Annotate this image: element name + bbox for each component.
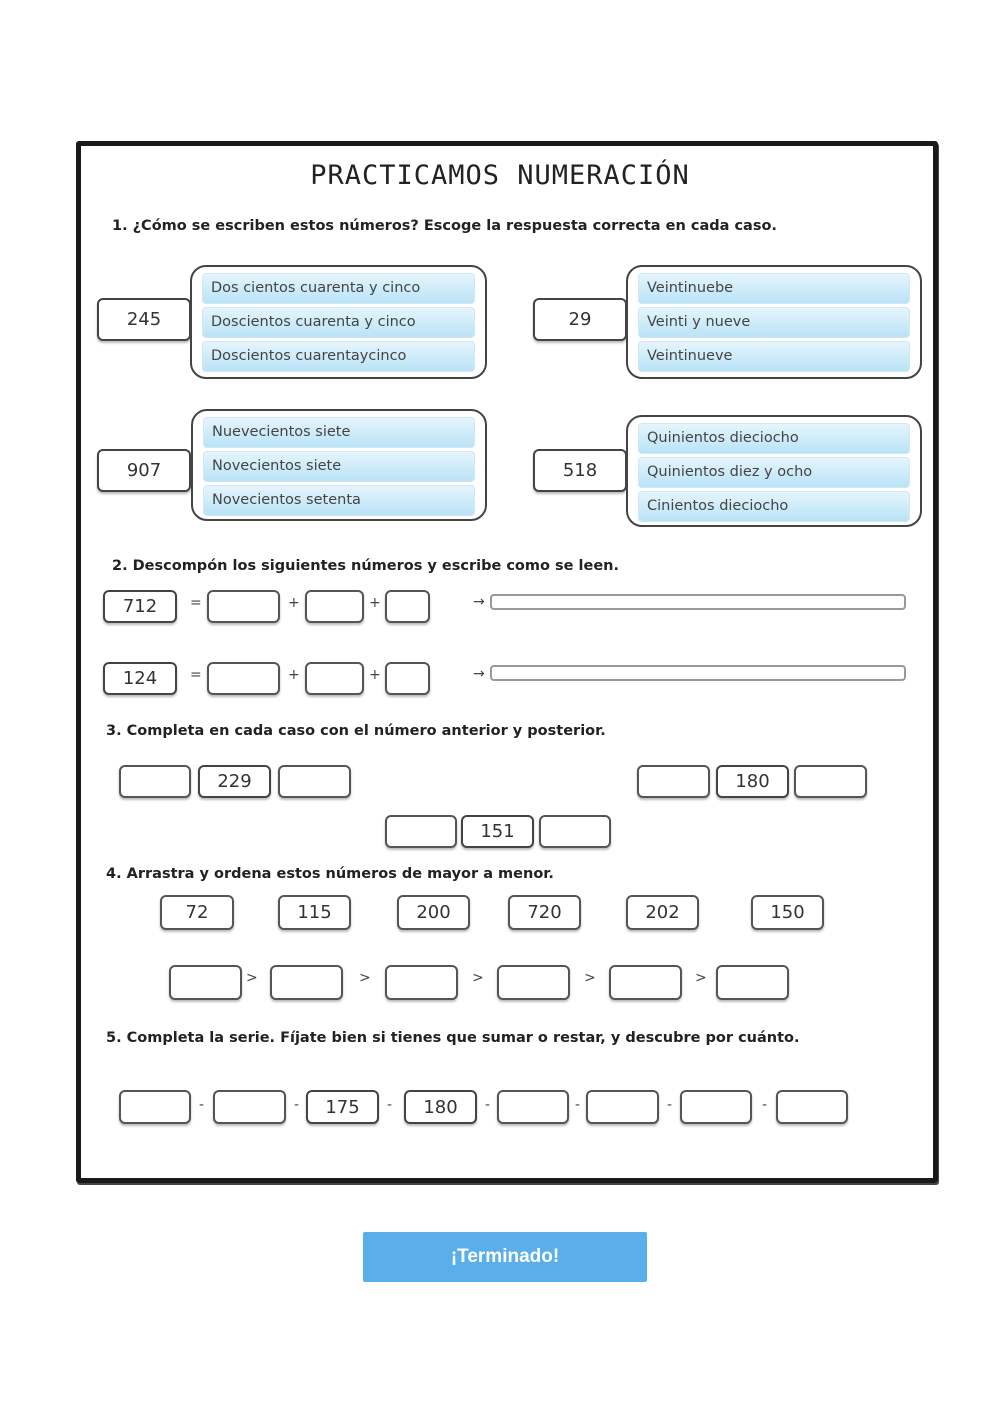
q1-option[interactable]: Doscientos cuarenta y cinco xyxy=(202,307,475,338)
q1-options-group xyxy=(626,265,922,379)
hundreds-input[interactable] xyxy=(207,590,280,623)
drop-slot[interactable] xyxy=(385,965,458,1000)
draggable-number[interactable]: 720 xyxy=(508,895,581,930)
hundreds-input[interactable] xyxy=(207,662,280,695)
units-input[interactable] xyxy=(385,662,430,695)
series-separator: - xyxy=(485,1097,491,1113)
q1-options-group xyxy=(626,415,922,527)
drop-slot[interactable] xyxy=(169,965,242,1000)
series-separator: - xyxy=(387,1097,393,1113)
reading-input[interactable] xyxy=(490,594,906,610)
draggable-number[interactable]: 115 xyxy=(278,895,351,930)
finish-button[interactable]: ¡Terminado! xyxy=(363,1232,647,1282)
greater-than-sign: > xyxy=(695,970,707,986)
q1-option[interactable]: Cinientos dieciocho xyxy=(638,491,910,522)
greater-than-sign: > xyxy=(246,970,258,986)
previous-input[interactable] xyxy=(119,765,191,798)
q1-number: 518 xyxy=(533,449,627,492)
q1-option[interactable]: Novecientos setenta xyxy=(203,485,475,516)
greater-than-sign: > xyxy=(584,970,596,986)
series-separator: - xyxy=(667,1097,673,1113)
tens-input[interactable] xyxy=(305,662,364,695)
drop-slot[interactable] xyxy=(716,965,789,1000)
plus-sign: + xyxy=(369,667,381,683)
q2-number: 124 xyxy=(103,662,177,695)
q1-option[interactable]: Doscientos cuarentaycinco xyxy=(202,341,475,372)
q1-option[interactable]: Novecientos siete xyxy=(203,451,475,482)
plus-sign: + xyxy=(288,667,300,683)
series-separator: - xyxy=(199,1097,205,1113)
equals-sign: = xyxy=(190,595,202,611)
series-input[interactable] xyxy=(680,1090,752,1124)
q3-heading: 3. Completa en cada caso con el número anterior y posterior. xyxy=(106,723,606,739)
q1-option[interactable]: Veintinueve xyxy=(638,341,910,372)
arrow-icon: → xyxy=(473,666,485,682)
reading-input[interactable] xyxy=(490,665,906,681)
units-input[interactable] xyxy=(385,590,430,623)
series-number: 175 xyxy=(306,1090,379,1124)
q1-option[interactable]: Nuevecientos siete xyxy=(203,417,475,448)
series-input[interactable] xyxy=(776,1090,848,1124)
series-input[interactable] xyxy=(213,1090,286,1124)
q1-options-group xyxy=(191,409,487,521)
q1-option[interactable]: Quinientos diez y ocho xyxy=(638,457,910,488)
arrow-icon: → xyxy=(473,594,485,610)
q1-number: 29 xyxy=(533,298,627,341)
q1-heading: 1. ¿Cómo se escriben estos números? Escoge la respuesta correcta en cada caso. xyxy=(112,218,777,234)
draggable-number[interactable]: 202 xyxy=(626,895,699,930)
plus-sign: + xyxy=(288,595,300,611)
q1-options-group xyxy=(190,265,487,379)
q4-heading: 4. Arrastra y ordena estos números de mayor a menor. xyxy=(106,866,554,882)
series-input[interactable] xyxy=(119,1090,191,1124)
q2-number: 712 xyxy=(103,590,177,623)
equals-sign: = xyxy=(190,667,202,683)
q1-option[interactable]: Quinientos dieciocho xyxy=(638,423,910,454)
series-separator: - xyxy=(575,1097,581,1113)
previous-input[interactable] xyxy=(637,765,710,798)
q3-number: 229 xyxy=(198,765,271,798)
page-title: PRACTICAMOS NUMERACIÓN xyxy=(310,160,690,191)
series-separator: - xyxy=(762,1097,768,1113)
plus-sign: + xyxy=(369,595,381,611)
series-input[interactable] xyxy=(586,1090,659,1124)
q2-heading: 2. Descompón los siguientes números y escribe como se leen. xyxy=(112,558,619,574)
q1-number: 245 xyxy=(97,298,191,341)
previous-input[interactable] xyxy=(385,815,457,848)
next-input[interactable] xyxy=(794,765,867,798)
q1-option[interactable]: Veintinuebe xyxy=(638,273,910,304)
draggable-number[interactable]: 150 xyxy=(751,895,824,930)
drop-slot[interactable] xyxy=(497,965,570,1000)
series-number: 180 xyxy=(404,1090,477,1124)
next-input[interactable] xyxy=(539,815,611,848)
q1-number: 907 xyxy=(97,449,191,492)
tens-input[interactable] xyxy=(305,590,364,623)
draggable-number[interactable]: 200 xyxy=(397,895,470,930)
series-input[interactable] xyxy=(497,1090,569,1124)
greater-than-sign: > xyxy=(472,970,484,986)
drop-slot[interactable] xyxy=(270,965,343,1000)
q3-number: 180 xyxy=(716,765,789,798)
q1-option[interactable]: Veinti y nueve xyxy=(638,307,910,338)
q3-number: 151 xyxy=(461,815,534,848)
drop-slot[interactable] xyxy=(609,965,682,1000)
next-input[interactable] xyxy=(278,765,351,798)
greater-than-sign: > xyxy=(359,970,371,986)
q1-option[interactable]: Dos cientos cuarenta y cinco xyxy=(202,273,475,304)
q5-heading: 5. Completa la serie. Fíjate bien si tienes que sumar o restar, y descubre por cuánto. xyxy=(106,1030,800,1046)
draggable-number[interactable]: 72 xyxy=(160,895,234,930)
series-separator: - xyxy=(294,1097,300,1113)
